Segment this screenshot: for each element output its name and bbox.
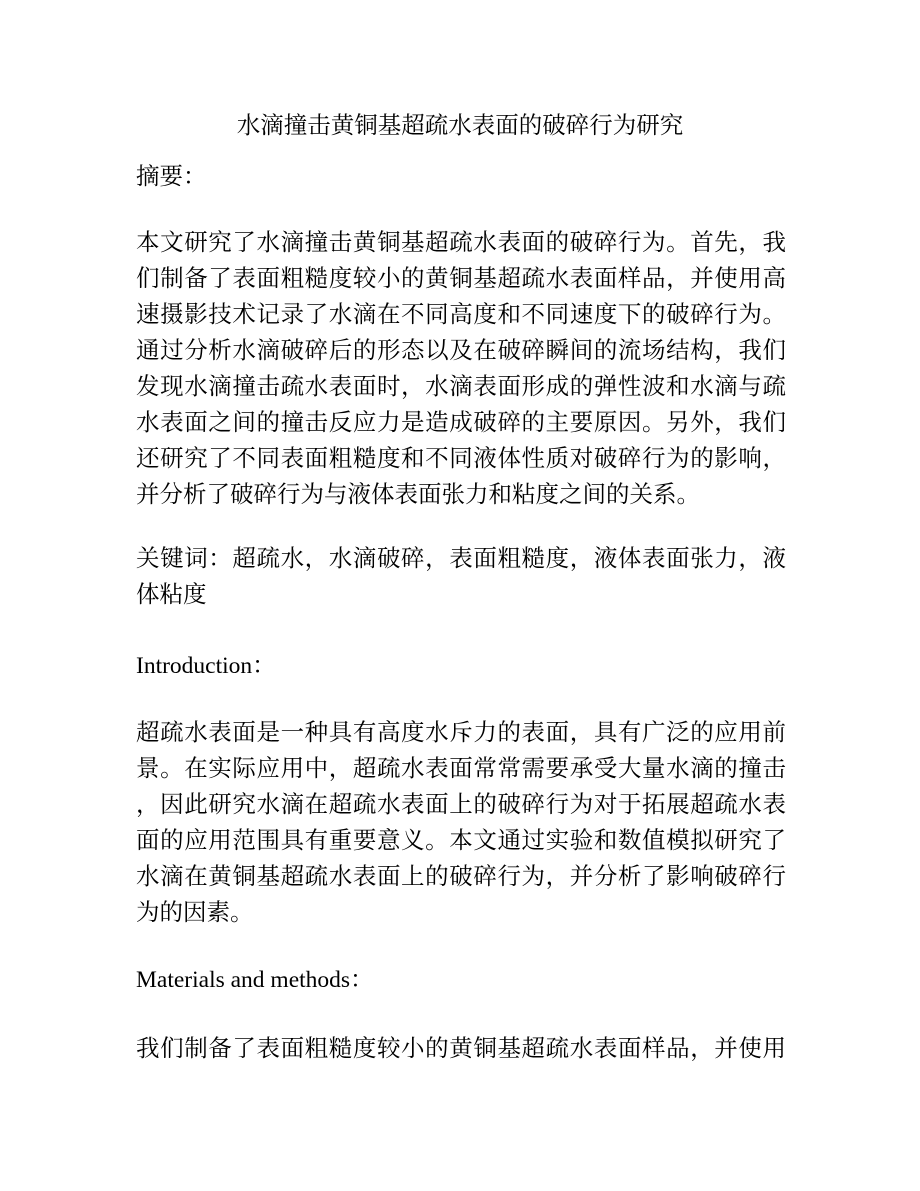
introduction-line: ，因此研究水滴在超疏水表面上的破碎行为对于拓展超疏水表 [136, 790, 786, 818]
abstract-line: 还研究了不同表面粗糙度和不同液体性质对破碎行为的影响， [136, 444, 786, 472]
introduction-line: 超疏水表面是一种具有高度水斥力的表面，具有广泛的应用前 [136, 718, 786, 746]
methods-heading-text: Materials and methods： [136, 967, 374, 993]
introduction-heading-text: Introduction： [136, 653, 276, 679]
keywords-line: 关键词：超疏水，水滴破碎，表面粗糙度，液体表面张力，液 [136, 544, 786, 572]
keywords-line: 体粘度 [136, 580, 207, 608]
methods-heading [136, 962, 786, 998]
keywords-paragraph [136, 540, 786, 612]
methods-line: 我们制备了表面粗糙度较小的黄铜基超疏水表面样品，并使用 [136, 1034, 786, 1062]
abstract-heading-text: 摘要： [136, 162, 207, 190]
introduction-heading [136, 648, 786, 684]
introduction-line: 水滴在黄铜基超疏水表面上的破碎行为，并分析了影响破碎行 [136, 862, 786, 890]
introduction-paragraph [136, 714, 786, 930]
introduction-line: 为的因素。 [136, 898, 254, 926]
methods-paragraph [136, 1030, 786, 1066]
abstract-line: 速摄影技术记录了水滴在不同高度和不同速度下的破碎行为。 [136, 300, 786, 328]
abstract-line: 水表面之间的撞击反应力是造成破碎的主要原因。另外，我们 [136, 408, 786, 436]
abstract-line: 通过分析水滴破碎后的形态以及在破碎瞬间的流场结构，我们 [136, 336, 786, 364]
document-title: 水滴撞击黄铜基超疏水表面的破碎行为研究 [236, 111, 684, 139]
abstract-line: 本文研究了水滴撞击黄铜基超疏水表面的破碎行为。首先，我 [136, 228, 786, 256]
abstract-line: 们制备了表面粗糙度较小的黄铜基超疏水表面样品，并使用高 [136, 264, 786, 292]
abstract-line: 并分析了破碎行为与液体表面张力和粘度之间的关系。 [136, 480, 700, 508]
abstract-line: 发现水滴撞击疏水表面时，水滴表面形成的弹性波和水滴与疏 [136, 372, 786, 400]
introduction-line: 景。在实际应用中，超疏水表面常常需要承受大量水滴的撞击 [136, 754, 786, 782]
abstract-heading [136, 158, 786, 194]
introduction-line: 面的应用范围具有重要意义。本文通过实验和数值模拟研究了 [136, 826, 786, 854]
abstract-paragraph [136, 224, 786, 512]
